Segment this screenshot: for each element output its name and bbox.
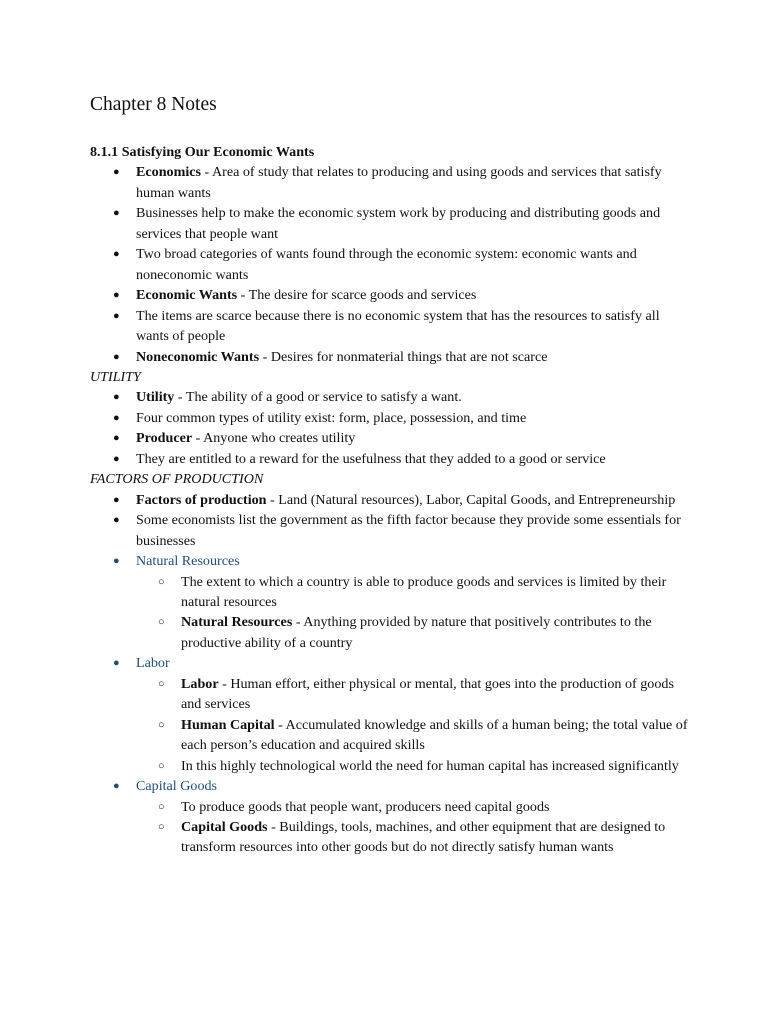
item-text: Some economists list the government as the fifth factor because they provide some essentials for businesses xyxy=(136,512,681,549)
list-item xyxy=(90,510,690,551)
item-text: - Desires for nonmaterial things that are not scarce xyxy=(259,348,548,365)
bullet-icon: ● xyxy=(113,391,120,404)
term-label: Utility xyxy=(136,389,175,406)
item-text: - Human effort, either physical or mental, that goes into the production of goods and services xyxy=(181,675,674,713)
term-label: Economic Wants xyxy=(136,287,238,304)
bullet-icon: ● xyxy=(113,309,120,322)
heading-label: Capital Goods xyxy=(136,778,218,795)
list-item xyxy=(90,449,690,469)
intro-list xyxy=(90,162,690,367)
heading-label: Natural Resources xyxy=(136,553,240,570)
list-item xyxy=(90,408,690,428)
list-item xyxy=(90,387,690,407)
heading-label: Labor xyxy=(136,655,170,672)
heading-capital-goods xyxy=(90,776,690,796)
bullet-icon: ● xyxy=(113,514,120,527)
item-text: To produce goods that people want, producers need capital goods xyxy=(181,798,550,815)
item-text: They are entitled to a reward for the usefulness that they added to a good or service xyxy=(136,450,606,467)
list-item xyxy=(90,347,690,367)
item-text: - Land (Natural resources), Labor, Capital Goods, and Entrepreneurship xyxy=(266,491,676,508)
circle-bullet-icon: ○ xyxy=(158,759,165,772)
list-item xyxy=(90,756,690,776)
circle-bullet-icon: ○ xyxy=(158,677,165,690)
bullet-icon: ● xyxy=(113,350,120,363)
bullet-icon: ● xyxy=(113,166,120,179)
factors-list xyxy=(90,490,690,858)
notes-body xyxy=(90,142,690,858)
item-text: - The ability of a good or service to satisfy a want. xyxy=(174,389,462,406)
term-label: Human Capital xyxy=(181,716,275,733)
circle-bullet-icon: ○ xyxy=(158,820,165,833)
circle-bullet-icon: ○ xyxy=(158,575,165,588)
term-label: Factors of production xyxy=(136,491,267,508)
list-item xyxy=(90,490,690,510)
bullet-icon: ● xyxy=(113,452,120,465)
subsection-heading-utility: UTILITY xyxy=(90,368,141,385)
item-text: - Buildings, tools, machines, and other equipment that are designed to transform resources into other goods but do not directly satisfy human wants xyxy=(181,818,666,856)
item-text: The items are scarce because there is no economic system that has the resources to satisfy all wants of people xyxy=(136,307,660,345)
bullet-icon: ● xyxy=(113,289,120,302)
heading-labor xyxy=(90,653,690,673)
page-title: Chapter 8 Notes xyxy=(90,94,217,115)
item-text: - Anyone who creates utility xyxy=(192,430,356,447)
item-text: - Accumulated knowledge and skills of a human being; the total value of each person’s education and acquired skills xyxy=(181,716,688,754)
bullet-icon: ● xyxy=(113,780,120,793)
list-item xyxy=(90,817,690,858)
section-heading: 8.1.1 Satisfying Our Economic Wants xyxy=(90,144,315,160)
item-text: Four common types of utility exist: form, place, possession, and time xyxy=(136,409,527,426)
term-label: Economics xyxy=(136,164,201,181)
item-text: - The desire for scarce goods and services xyxy=(237,287,477,304)
term-label: Noneconomic Wants xyxy=(136,348,260,365)
item-text: - Anything provided by nature that positively contributes to the productive ability of a country xyxy=(181,614,652,651)
bullet-icon: ● xyxy=(113,555,120,568)
list-item xyxy=(90,203,690,244)
bullet-icon: ● xyxy=(113,207,120,220)
heading-natural-resources xyxy=(90,551,690,571)
item-text: In this highly technological world the need for human capital has increased significantly xyxy=(181,757,679,774)
bullet-icon: ● xyxy=(113,432,120,445)
bullet-icon: ● xyxy=(113,657,120,670)
term-label: Natural Resources xyxy=(181,614,293,631)
list-item xyxy=(90,572,690,613)
item-text: Two broad categories of wants found through the economic system: economic wants and noneconomic wants xyxy=(136,246,637,283)
list-item xyxy=(90,797,690,817)
item-text: The extent to which a country is able to produce goods and services is limited by their natural resources xyxy=(181,573,667,610)
item-text: - Area of study that relates to producing and using goods and services that satisfy human wants xyxy=(136,164,662,201)
list-item xyxy=(90,285,690,305)
term-label: Capital Goods xyxy=(181,818,268,835)
circle-bullet-icon: ○ xyxy=(158,616,165,629)
utility-list xyxy=(90,387,690,469)
list-item xyxy=(90,162,690,203)
list-item xyxy=(90,674,690,715)
list-item xyxy=(90,612,690,653)
term-label: Producer xyxy=(136,430,193,447)
bullet-icon: ● xyxy=(113,248,120,261)
item-text: Businesses help to make the economic system work by producing and distributing goods and services that people want xyxy=(136,205,661,242)
list-item xyxy=(90,715,690,756)
list-item xyxy=(90,244,690,285)
bullet-icon: ● xyxy=(113,411,120,424)
circle-bullet-icon: ○ xyxy=(158,800,165,813)
subsection-heading-factors: FACTORS OF PRODUCTION xyxy=(90,471,264,488)
circle-bullet-icon: ○ xyxy=(158,718,165,731)
bullet-icon: ● xyxy=(113,493,120,506)
list-item xyxy=(90,306,690,347)
list-item xyxy=(90,428,690,448)
term-label: Labor xyxy=(181,675,219,692)
